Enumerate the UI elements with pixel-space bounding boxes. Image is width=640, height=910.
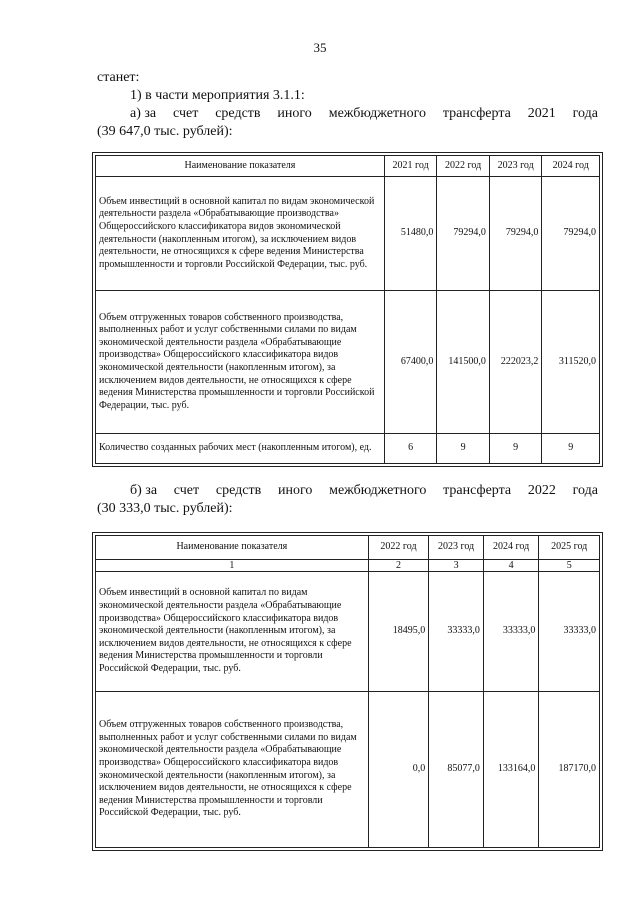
subitem-a-line-1 xyxy=(130,106,598,122)
subitem-b-line-1 xyxy=(130,483,598,499)
subitem-a-word: счет xyxy=(173,106,199,121)
subitem-a-word: средств xyxy=(215,106,261,121)
intro-text: станет: xyxy=(97,70,140,85)
subitem-b-word: средств xyxy=(215,483,262,498)
subitem-b-word: счет xyxy=(173,483,200,498)
subitem-b-word: б) за xyxy=(130,483,158,498)
column-header: 2021 год xyxy=(384,156,437,177)
table-header-row xyxy=(96,536,600,560)
table-row xyxy=(96,434,600,464)
indicator-value: 133164,0 xyxy=(483,692,539,848)
indicator-value: 67400,0 xyxy=(384,291,437,434)
table-row xyxy=(96,291,600,434)
column-header: Наименование показателя xyxy=(96,536,369,560)
subitem-b-line-2: (30 333,0 тыс. рублей): xyxy=(97,501,233,516)
indicator-value: 79294,0 xyxy=(437,177,490,291)
column-index: 2 xyxy=(368,560,429,572)
table-row xyxy=(96,177,600,291)
column-index: 1 xyxy=(96,560,369,572)
column-header: 2023 год xyxy=(489,156,542,177)
column-header: 2025 год xyxy=(539,536,600,560)
column-header: Наименование показателя xyxy=(96,156,385,177)
indicator-value: 51480,0 xyxy=(384,177,437,291)
indicator-value: 9 xyxy=(542,434,600,464)
subitem-b-word: трансферта xyxy=(443,483,512,498)
indicator-value: 33333,0 xyxy=(539,572,600,692)
table-row xyxy=(96,692,600,848)
subitem-b-word: года xyxy=(572,483,598,498)
column-index: 3 xyxy=(429,560,484,572)
subitem-a-word: 2021 xyxy=(527,106,556,121)
subitem-a-word: года xyxy=(572,106,598,121)
indicator-name: Объем инвестиций в основной капитал по видам экономической деятельности раздела «Обрабатывающие производства» Общероссийского классификатора видов экономической деятельности (накопленным итогом), за исключением видов деятельности, не относящихся к сфере ведения Министерства промышленности и торговли Российской Федерации, тыс. руб. xyxy=(96,572,369,692)
indicator-name: Объем отгруженных товаров собственного производства, выполненных работ и услуг собственными силами по видам экономической деятельности раздела «Обрабатывающие производства» Общероссийского классификатора видов экономической деятельности (накопленным итогом), за исключением видов деятельности, не относящихся к сфере ведения Министерства промышленности и торговли Российской Федерации, тыс. руб. xyxy=(96,692,369,848)
column-index: 4 xyxy=(483,560,539,572)
subitem-b-word: 2022 xyxy=(527,483,556,498)
indicator-value: 79294,0 xyxy=(489,177,542,291)
indicator-value: 141500,0 xyxy=(437,291,490,434)
column-header: 2023 год xyxy=(429,536,484,560)
subitem-a-word: а) за xyxy=(130,106,157,121)
indicator-value: 9 xyxy=(489,434,542,464)
indicator-name: Количество созданных рабочих мест (накопленным итогом), ед. xyxy=(96,434,385,464)
indicator-value: 33333,0 xyxy=(429,572,484,692)
subitem-a-word: трансферта xyxy=(442,106,511,121)
indicator-value: 18495,0 xyxy=(368,572,429,692)
indicators-table-2021 xyxy=(95,155,600,464)
indicator-value: 6 xyxy=(384,434,437,464)
column-index-row xyxy=(96,560,600,572)
column-header: 2022 год xyxy=(437,156,490,177)
indicator-value: 85077,0 xyxy=(429,692,484,848)
indicator-value: 311520,0 xyxy=(542,291,600,434)
indicators-table-2022 xyxy=(95,535,600,848)
subitem-b-word: межбюджетного xyxy=(329,483,427,498)
indicator-value: 33333,0 xyxy=(483,572,539,692)
indicator-name: Объем отгруженных товаров собственного производства, выполненных работ и услуг собственными силами по видам экономической деятельности раздела «Обрабатывающие производства» Общероссийского классификатора видов экономической деятельности (накопленным итогом), за исключением видов деятельности, не относящихся к сфере ведения Министерства промышленности и торговли Российской Федерации, тыс. руб. xyxy=(96,291,385,434)
indicator-value: 222023,2 xyxy=(489,291,542,434)
table-header-row xyxy=(96,156,600,177)
indicator-value: 79294,0 xyxy=(542,177,600,291)
indicator-value: 9 xyxy=(437,434,490,464)
column-header: 2024 год xyxy=(483,536,539,560)
subitem-a-word: межбюджетного xyxy=(328,106,426,121)
subitem-b-word: иного xyxy=(277,483,313,498)
column-header: 2024 год xyxy=(542,156,600,177)
subitem-a-word: иного xyxy=(277,106,312,121)
page-number: 35 xyxy=(313,40,327,55)
indicator-value: 0,0 xyxy=(368,692,429,848)
indicator-name: Объем инвестиций в основной капитал по видам экономической деятельности раздела «Обрабатывающие производства» Общероссийского классификатора видов экономической деятельности (накопленным итогом), за исключением видов деятельности, не относящихся к сфере ведения Министерства промышленности и торговли Российской Федерации, тыс. руб. xyxy=(96,177,385,291)
subitem-a-line-2: (39 647,0 тыс. рублей): xyxy=(97,124,233,139)
indicator-value: 187170,0 xyxy=(539,692,600,848)
column-header: 2022 год xyxy=(368,536,429,560)
item-1-heading: 1) в части мероприятия 3.1.1: xyxy=(130,88,305,103)
column-index: 5 xyxy=(539,560,600,572)
table-row xyxy=(96,572,600,692)
